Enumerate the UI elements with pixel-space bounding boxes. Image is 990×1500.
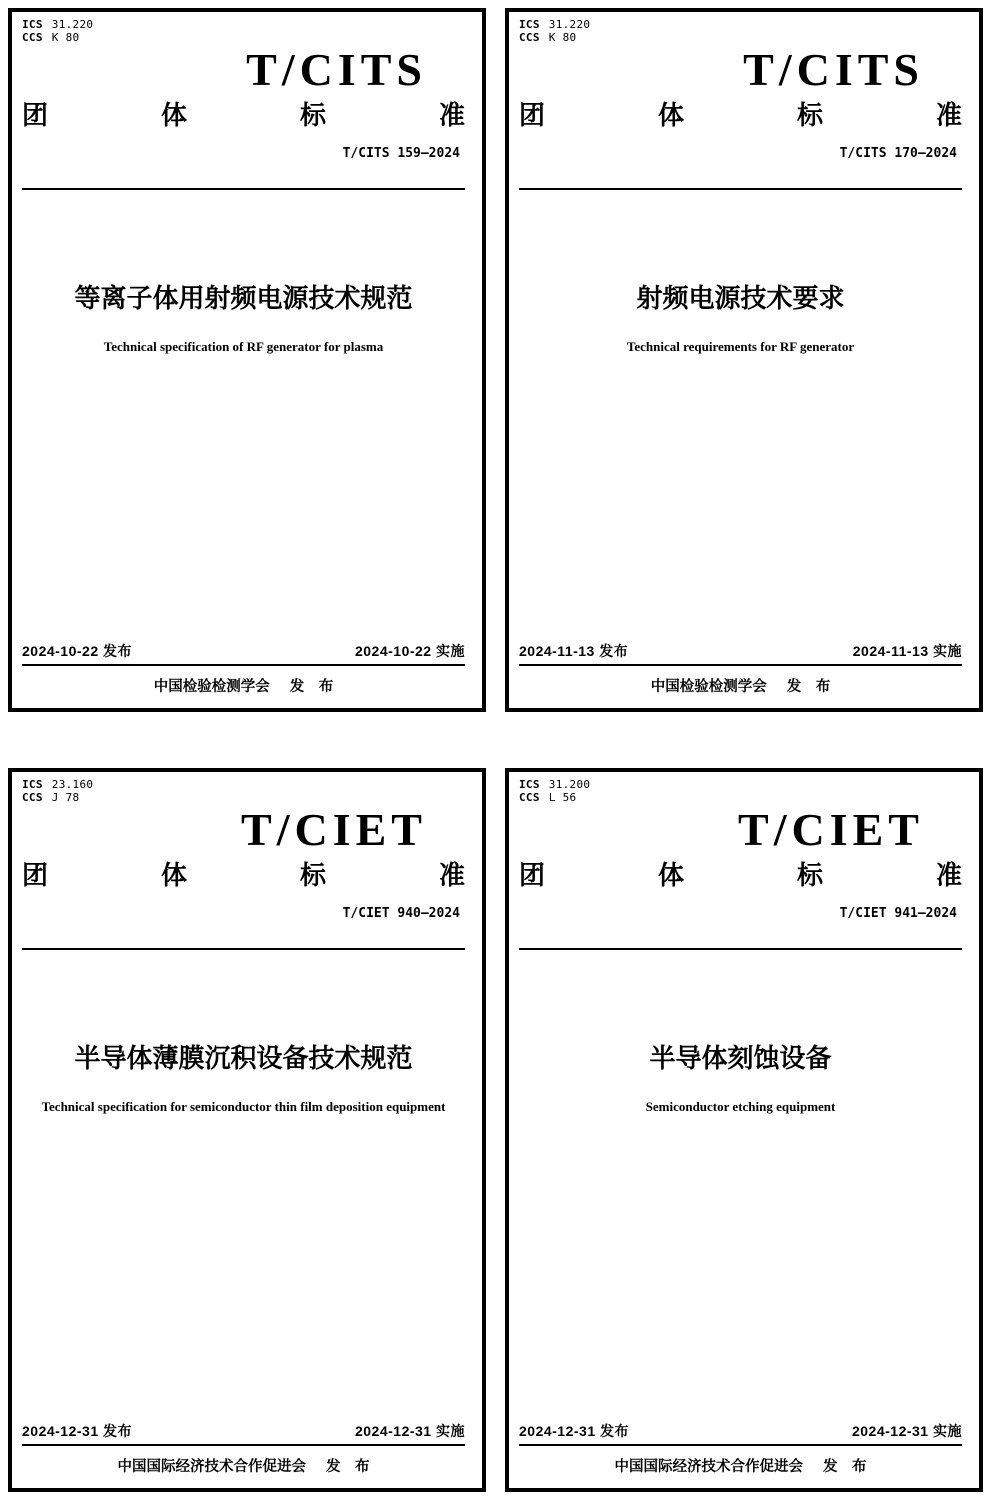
dates-row <box>22 1421 465 1446</box>
implement-date: 2024-12-31 实施 <box>851 1423 962 1439</box>
publish-date: 2024-10-22 发布 <box>22 643 133 659</box>
publisher-name: 中国检验检测学会 <box>650 679 767 695</box>
standard-title-zh: 射频电源技术要求 <box>636 283 845 313</box>
ics-block <box>519 18 962 44</box>
standards-body-logo: T/CIET <box>738 804 924 855</box>
standard-title-en: Technical specification for semiconductor thin film deposition equipment <box>41 1099 446 1114</box>
standard-title-zh: 等离子体用射频电源技术规范 <box>74 283 413 313</box>
publisher-name: 中国检验检测学会 <box>153 679 270 695</box>
standards-body-logo: T/CITS <box>246 44 427 95</box>
header-divider <box>519 188 962 190</box>
ics-block <box>22 778 465 804</box>
dates-row <box>519 1421 962 1446</box>
release-label: 发 布 <box>289 679 334 695</box>
ccs-value: K 80 <box>548 31 577 44</box>
publisher-row <box>519 675 962 696</box>
ics-line <box>519 18 962 31</box>
ccs-label: CCS <box>22 31 43 44</box>
ics-label: ICS <box>519 18 540 31</box>
standard-number: T/CIET 941—2024 <box>839 906 957 921</box>
standard-cover-tcits-170 <box>505 8 983 712</box>
ccs-line <box>22 791 465 804</box>
ics-line <box>22 18 465 31</box>
implement-date: 2024-10-22 实施 <box>354 643 465 659</box>
header-divider <box>519 948 962 950</box>
publish-date: 2024-11-13 发布 <box>519 643 629 659</box>
standard-cover-tciet-941 <box>505 768 983 1492</box>
publisher-row <box>22 675 465 696</box>
ccs-line <box>519 31 962 44</box>
cover-footer <box>519 641 962 708</box>
ccs-value: L 56 <box>548 791 577 804</box>
release-label: 发 布 <box>326 1459 370 1475</box>
ccs-value: J 78 <box>51 791 80 804</box>
publish-date: 2024-12-31 发布 <box>22 1423 133 1439</box>
standard-cover-tciet-940 <box>8 768 486 1492</box>
standard-number: T/CITS 170—2024 <box>839 146 957 161</box>
publisher-row <box>22 1455 465 1476</box>
category-band: 团 体 标 准 <box>22 860 465 890</box>
ics-label: ICS <box>22 18 43 31</box>
standard-title-zh: 半导体薄膜沉积设备技术规范 <box>74 1043 413 1073</box>
header-divider <box>22 948 465 950</box>
header-divider <box>22 188 465 190</box>
ccs-label: CCS <box>519 31 540 44</box>
ics-label: ICS <box>519 778 540 791</box>
ccs-line <box>22 31 465 44</box>
release-label: 发 布 <box>823 1459 867 1475</box>
ccs-value: K 80 <box>51 31 80 44</box>
dates-row <box>22 641 465 666</box>
cover-footer <box>519 1421 962 1488</box>
standards-body-logo: T/CITS <box>743 44 924 95</box>
standard-cover-tcits-159 <box>8 8 486 712</box>
ics-value: 31.200 <box>548 778 591 791</box>
publish-date: 2024-12-31 发布 <box>519 1423 630 1439</box>
ics-label: ICS <box>22 778 43 791</box>
implement-date: 2024-11-13 实施 <box>852 643 962 659</box>
ics-value: 31.220 <box>548 18 591 31</box>
ics-value: 23.160 <box>51 778 94 791</box>
category-band: 团 体 标 准 <box>22 100 465 130</box>
ics-value: 31.220 <box>51 18 94 31</box>
standard-number: T/CIET 940—2024 <box>342 906 460 921</box>
standard-number: T/CITS 159—2024 <box>342 146 460 161</box>
ics-line <box>519 778 962 791</box>
standard-title-en: Technical specification of RF generator for plasma <box>103 339 384 354</box>
category-band: 团 体 标 准 <box>519 860 962 890</box>
ics-line <box>22 778 465 791</box>
dates-row <box>519 641 962 666</box>
standard-title-en: Technical requirements for RF generator <box>626 339 855 354</box>
release-label: 发 布 <box>786 679 831 695</box>
cover-footer <box>22 1421 465 1488</box>
ics-block <box>22 18 465 44</box>
publisher-name: 中国国际经济技术合作促进会 <box>117 1459 306 1475</box>
publisher-row <box>519 1455 962 1476</box>
standard-title-zh: 半导体刻蚀设备 <box>649 1043 832 1073</box>
ccs-label: CCS <box>519 791 540 804</box>
implement-date: 2024-12-31 实施 <box>354 1423 465 1439</box>
standard-title-en: Semiconductor etching equipment <box>645 1099 836 1114</box>
standards-body-logo: T/CIET <box>241 804 427 855</box>
publisher-name: 中国国际经济技术合作促进会 <box>614 1459 803 1475</box>
category-band: 团 体 标 准 <box>519 100 962 130</box>
ccs-line <box>519 791 962 804</box>
ccs-label: CCS <box>22 791 43 804</box>
ics-block <box>519 778 962 804</box>
cover-footer <box>22 641 465 708</box>
